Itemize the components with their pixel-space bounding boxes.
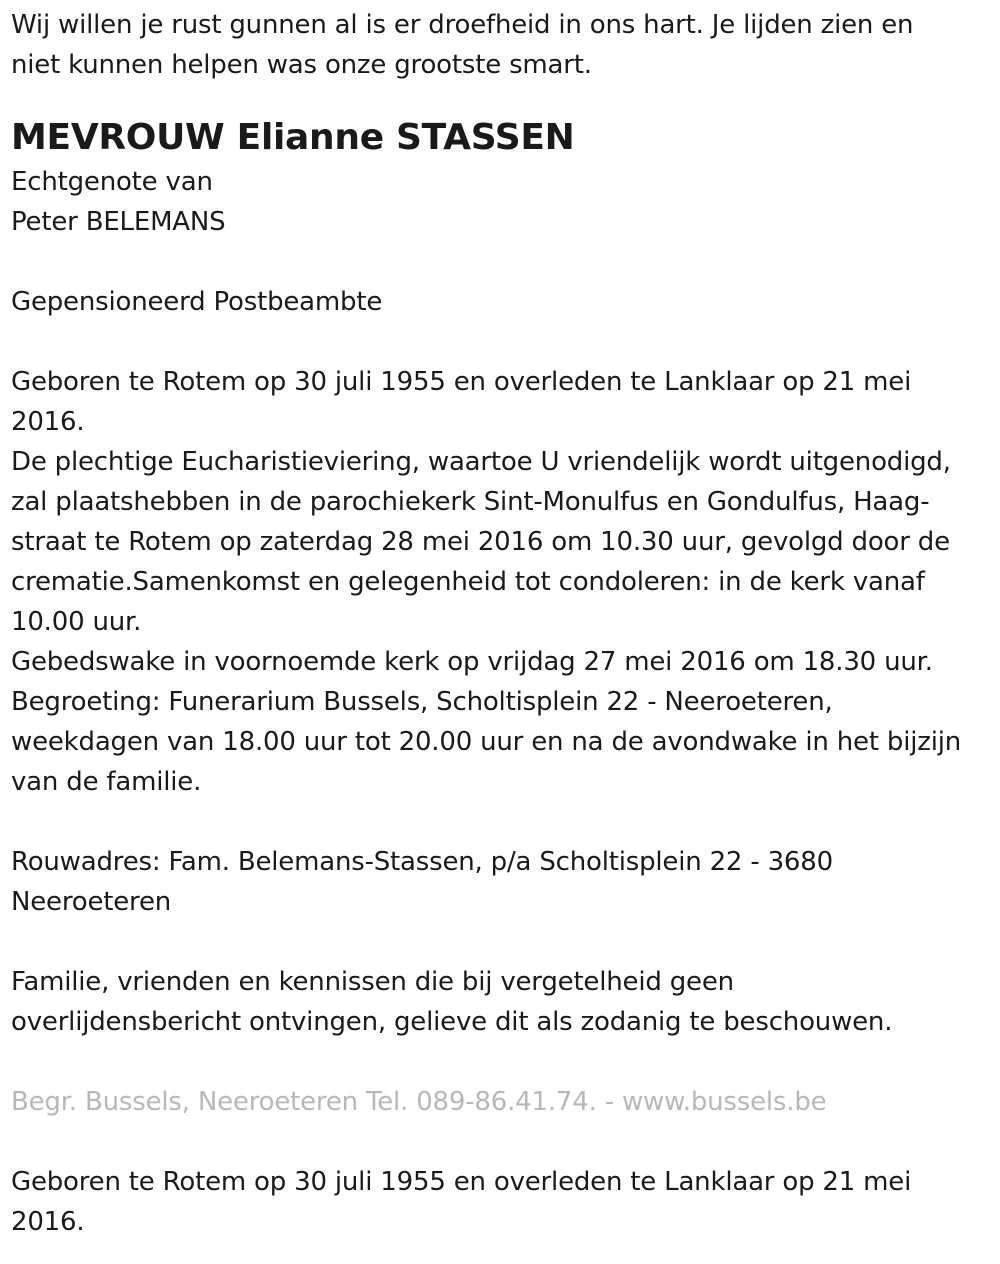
spacer bbox=[11, 1122, 996, 1162]
intro-verse-line-2: niet kunnen helpen was onze grootste smart. bbox=[11, 50, 592, 80]
deceased-name: MEVROUW Elianne STASSEN bbox=[11, 117, 575, 158]
notice-line-1: Familie, vrienden en kennissen die bij vergetelheid geen bbox=[11, 967, 734, 997]
relation-line-2: Peter BELEMANS bbox=[11, 207, 226, 237]
intro-verse-line-1: Wij willen je rust gunnen al is er droefheid in ons hart. Je lijden zien en bbox=[11, 10, 914, 40]
viewing-line-2: weekdagen van 18.00 uur tot 20.00 uur en na de avondwake in het bijzijn bbox=[11, 727, 962, 757]
mourning-address-line-1: Rouwadres: Fam. Belemans-Stassen, p/a Scholtisplein 22 - 3680 bbox=[11, 847, 833, 877]
ceremony-line-1: De plechtige Eucharistieviering, waartoe U vriendelijk wordt uitgenodigd, bbox=[11, 447, 951, 477]
spacer bbox=[11, 242, 996, 282]
ceremony-line-2: zal plaatshebben in de parochiekerk Sint-Monulfus en Gondulfus, Haag- bbox=[11, 487, 930, 517]
viewing-line-3: van de familie. bbox=[11, 767, 202, 797]
undertaker-credit: Begr. Bussels, Neeroeteren Tel. 089-86.41.74. - www.bussels.be bbox=[11, 1087, 827, 1117]
birth-death-line-2: 2016. bbox=[11, 407, 85, 437]
vigil-line: Gebedswake in voornoemde kerk op vrijdag 27 mei 2016 om 18.30 uur. bbox=[11, 647, 933, 677]
spacer bbox=[11, 802, 996, 842]
spacer bbox=[11, 1042, 996, 1082]
ceremony-line-3: straat te Rotem op zaterdag 28 mei 2016 om 10.30 uur, gevolgd door de bbox=[11, 527, 950, 557]
birth-death-repeat-line-1: Geboren te Rotem op 30 juli 1955 en overleden te Lanklaar op 21 mei bbox=[11, 1167, 912, 1197]
birth-death-repeat-line-2: 2016. bbox=[11, 1207, 85, 1237]
spacer bbox=[11, 322, 996, 362]
spacer bbox=[11, 922, 996, 962]
relation-line-1: Echtgenote van bbox=[11, 167, 213, 197]
viewing-line-1: Begroeting: Funerarium Bussels, Scholtisplein 22 - Neeroeteren, bbox=[11, 687, 833, 717]
birth-death-line-1: Geboren te Rotem op 30 juli 1955 en overleden te Lanklaar op 21 mei bbox=[11, 367, 912, 397]
occupation: Gepensioneerd Postbeambte bbox=[11, 287, 383, 317]
notice-line-2: overlijdensbericht ontvingen, gelieve dit als zodanig te beschouwen. bbox=[11, 1007, 893, 1037]
ceremony-line-5: 10.00 uur. bbox=[11, 607, 142, 637]
ceremony-line-4: crematie.Samenkomst en gelegenheid tot condoleren: in de kerk vanaf bbox=[11, 567, 925, 597]
mourning-address-line-2: Neeroeteren bbox=[11, 887, 172, 917]
obituary-notice bbox=[11, 0, 996, 1242]
